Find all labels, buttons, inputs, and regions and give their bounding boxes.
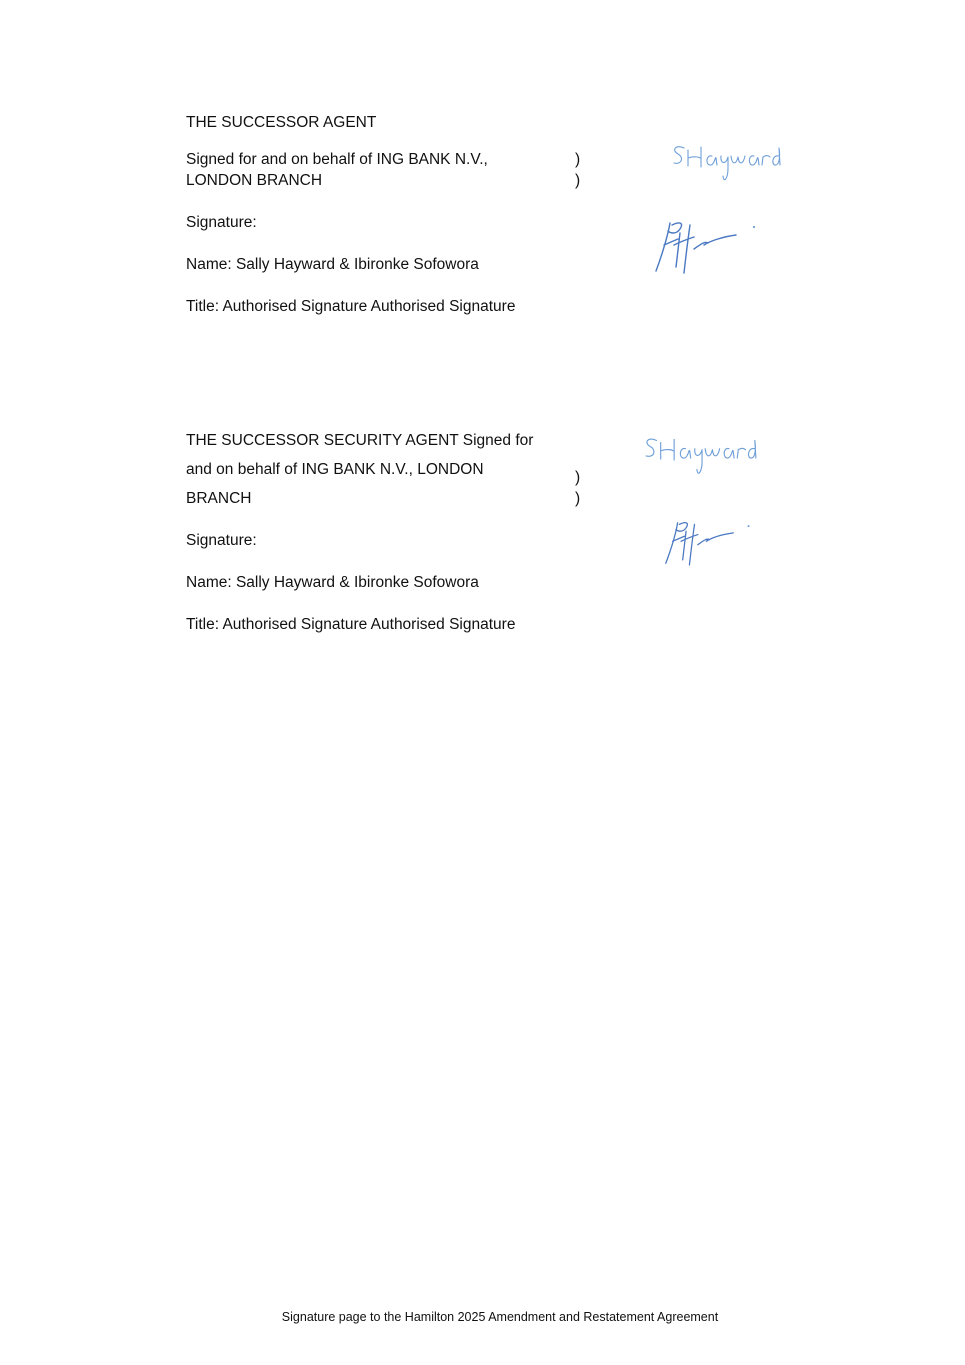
signed-for-line-2: BRANCH — [186, 490, 252, 507]
signed-for-line: and on behalf of ING BANK N.V., LONDON — [186, 461, 484, 478]
title-line: Title: Authorised Signature Authorised Signature — [186, 616, 516, 633]
page-footer: Signature page to the Hamilton 2025 Amendment and Restatement Agreement — [281, 1310, 719, 1324]
bracket-mark: ) — [575, 490, 581, 507]
handwritten-signature-hayward — [668, 138, 784, 190]
bracket-mark: ) — [575, 469, 581, 486]
name-line: Name: Sally Hayward & Ibironke Sofowora — [186, 256, 479, 273]
handwritten-signature-sofowora — [660, 516, 756, 570]
signed-for-line-2: LONDON BRANCH — [186, 172, 323, 189]
title-line: Title: Authorised Signature Authorised Signature — [186, 298, 516, 315]
handwritten-signature-sofowora — [650, 215, 762, 279]
block-heading: THE SUCCESSOR SECURITY AGENT Signed for — [186, 432, 534, 449]
signed-for-line: Signed for and on behalf of ING BANK N.V., — [186, 151, 488, 168]
signature-label: Signature: — [186, 214, 257, 231]
block-heading: THE SUCCESSOR AGENT — [186, 114, 377, 131]
handwritten-signature-hayward — [640, 430, 760, 484]
name-line: Name: Sally Hayward & Ibironke Sofowora — [186, 574, 479, 591]
bracket-mark: ) — [575, 151, 581, 168]
signature-label: Signature: — [186, 532, 257, 549]
bracket-mark: ) — [575, 172, 581, 189]
